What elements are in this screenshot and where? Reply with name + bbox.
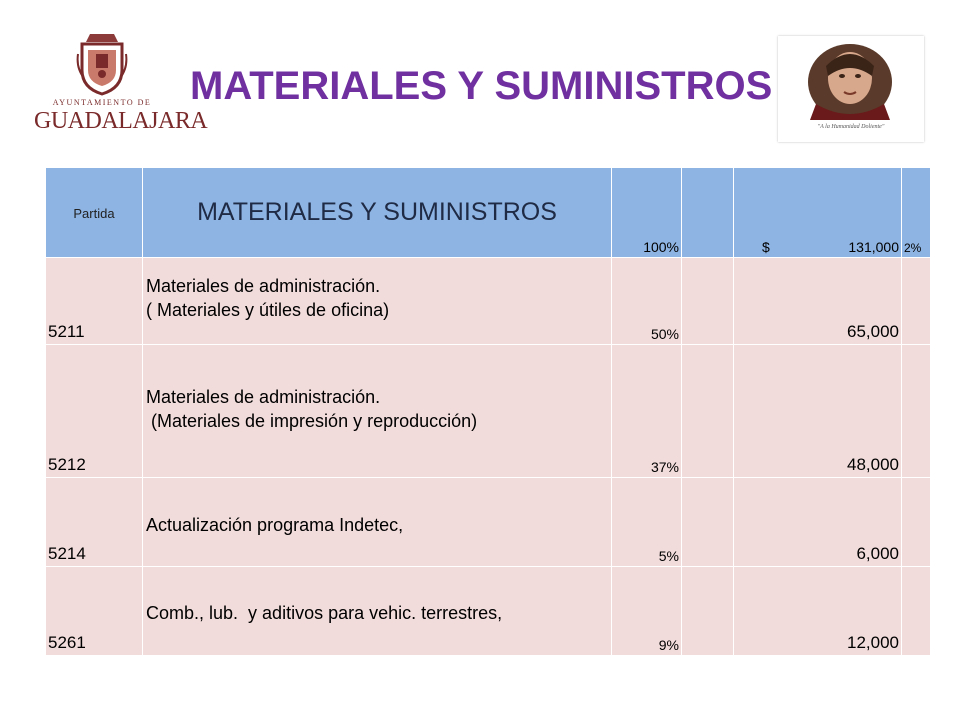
row-percent: 37% <box>650 459 679 475</box>
header-partida-cell <box>46 168 143 258</box>
row-amount: 6,000 <box>856 544 899 563</box>
row-description-line: Materiales de administración. <box>146 387 381 407</box>
header-empty-cell <box>682 168 734 258</box>
row-description-line: Materiales de administración. <box>146 276 381 296</box>
row-description <box>146 385 477 433</box>
row-description-line: Comb., lub. y aditivos para vehic. terrestres, <box>146 603 503 623</box>
table-row <box>46 258 931 345</box>
row-description <box>146 274 389 322</box>
coat-of-arms-icon <box>76 28 128 98</box>
row-description-line: ( Materiales y útiles de oficina) <box>146 300 390 320</box>
header-title-cell <box>143 168 612 258</box>
row-description-line: Actualización programa Indetec, <box>146 515 404 535</box>
table-row <box>46 345 931 478</box>
table-header-row <box>46 168 931 258</box>
row-percent: 5% <box>658 548 679 564</box>
guadalajara-logo <box>34 28 208 138</box>
header-percent2-cell <box>902 168 931 258</box>
row-description <box>146 513 403 537</box>
logo-name: GUADALAJARA <box>34 108 208 134</box>
header-currency: $ <box>762 239 770 255</box>
table-row <box>46 567 931 656</box>
row-amount: 48,000 <box>847 455 899 474</box>
logo-subtitle: AYUNTAMIENTO DE <box>52 98 152 107</box>
row-code: 5212 <box>48 455 86 474</box>
row-amount: 65,000 <box>847 322 899 341</box>
row-amount: 12,000 <box>847 633 899 652</box>
table-row <box>46 478 931 567</box>
header-percent2: 2% <box>904 241 922 255</box>
header-total: 131,000 <box>848 239 899 255</box>
header-partida: Partida <box>73 206 115 221</box>
row-code: 5261 <box>48 633 86 652</box>
row-percent: 9% <box>658 637 679 653</box>
portrait-image <box>778 36 924 142</box>
row-percent: 50% <box>650 326 679 342</box>
header-percent-cell <box>612 168 682 258</box>
header-percent: 100% <box>643 239 679 255</box>
header-total-cell <box>734 168 902 258</box>
portrait-icon <box>802 42 898 124</box>
page-title: MATERIALES Y SUMINISTROS <box>190 64 773 108</box>
budget-table <box>45 167 931 656</box>
header-title: MATERIALES Y SUMINISTROS <box>197 198 557 226</box>
row-description <box>146 601 502 625</box>
portrait-caption: "A la Humanidad Doliente" <box>817 124 885 130</box>
row-description-line: (Materiales de impresión y reproducción) <box>146 411 478 431</box>
row-code: 5211 <box>48 322 85 341</box>
row-code: 5214 <box>48 544 86 563</box>
